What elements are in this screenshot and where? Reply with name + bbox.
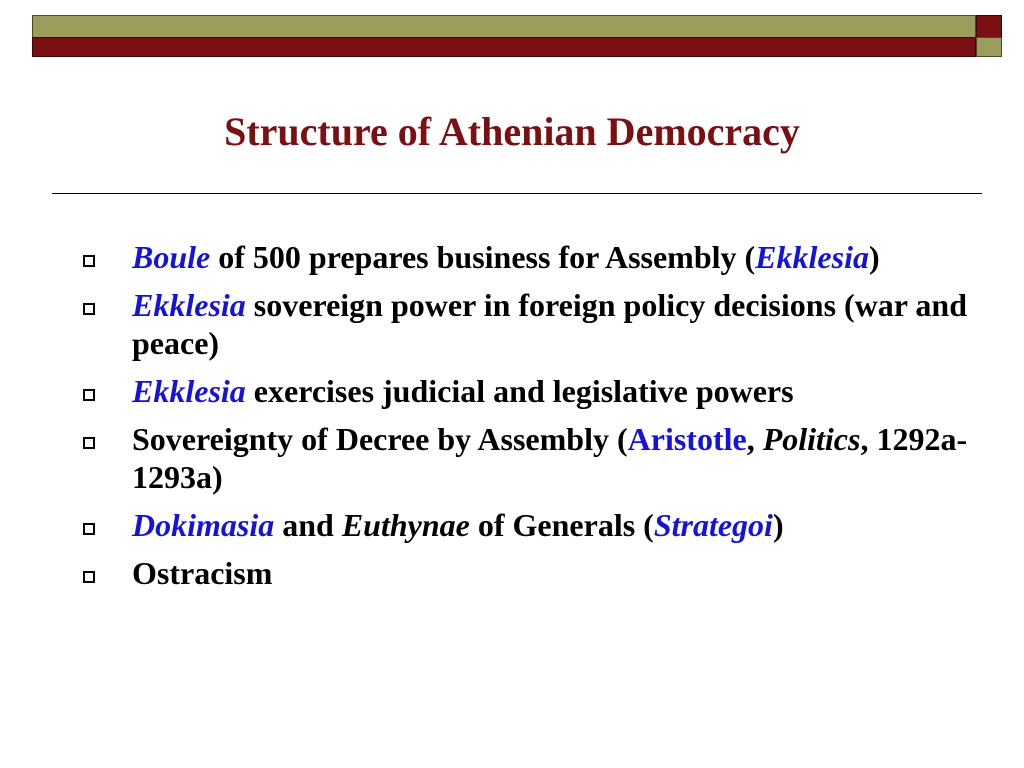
bullet-and: and [274,507,342,543]
square-bullet-icon [83,255,95,267]
bullet-ref: , 1292a-1293a) [132,421,968,495]
square-bullet-icon [83,303,95,315]
author-aristotle: Aristotle [627,421,747,457]
banner-maroon-bar [32,37,976,57]
bullet-comma: , [746,421,763,457]
bullet-text: of Generals ( [469,507,654,543]
term-ekklesia: Ekklesia [132,373,246,409]
term-boule: Boule [132,239,211,275]
banner-maroon-square [976,15,1002,38]
bullet-item [82,420,982,496]
bullet-text-end: ) [772,507,784,543]
bullet-text: of 500 prepares business for Assembly ( [210,239,756,275]
bullet-text: sovereign power in foreign policy decisions (war and peace) [132,287,967,361]
term-ekklesia: Ekklesia [755,239,869,275]
term-strategoi: Strategoi [653,507,773,543]
bullet-item [82,554,982,592]
bullet-text: Ostracism [132,555,273,591]
bullet-item [82,372,982,410]
term-ekklesia: Ekklesia [132,287,246,323]
square-bullet-icon [83,523,95,535]
title-divider [52,193,982,194]
banner-olive-square [976,37,1002,57]
slide-title: Structure of Athenian Democracy [224,109,800,154]
work-politics: Politics [762,421,861,457]
decorative-banner [0,0,1024,70]
bullet-item [82,286,982,362]
bullet-text: exercises judicial and legislative powers [245,373,794,409]
bullet-list [82,238,982,602]
banner-olive-bar [32,15,976,38]
bullet-item [82,506,982,544]
square-bullet-icon [83,571,95,583]
square-bullet-icon [83,437,95,449]
bullet-text: Sovereignty of Decree by Assembly ( [132,421,628,457]
bullet-text-end: ) [868,239,880,275]
term-dokimasia: Dokimasia [132,507,275,543]
square-bullet-icon [83,389,95,401]
bullet-item [82,238,982,276]
term-euthynae: Euthynae [341,507,470,543]
